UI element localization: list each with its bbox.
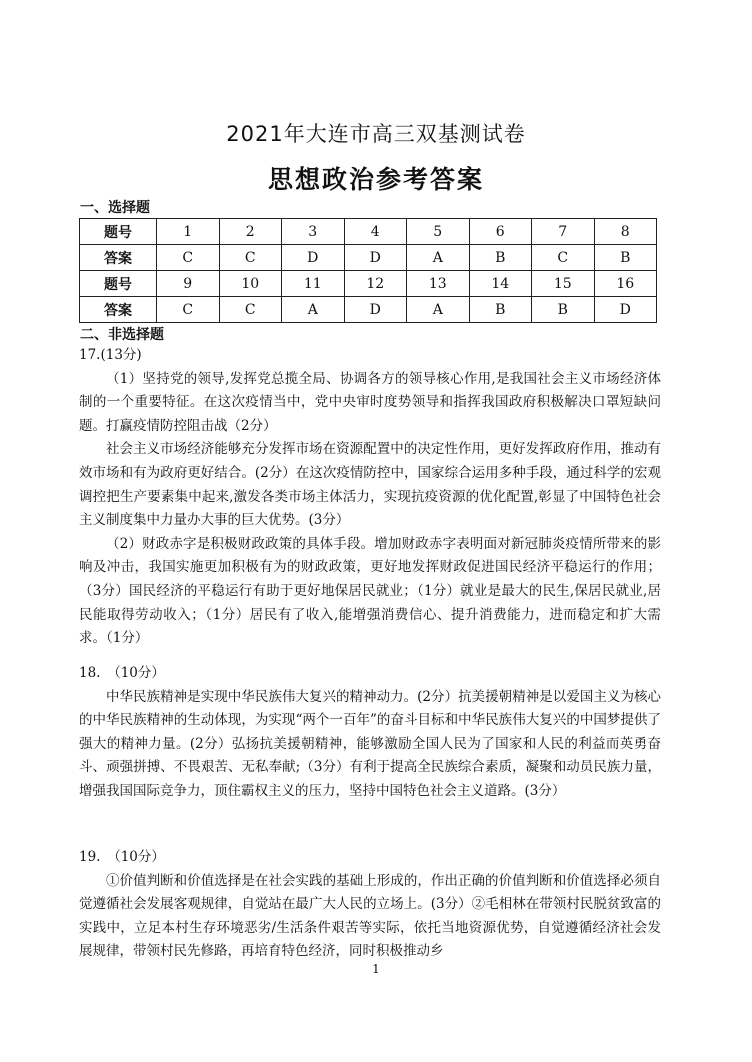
- table-cell: D: [594, 297, 657, 323]
- table-cell: D: [344, 245, 407, 271]
- question-17: [79, 344, 661, 651]
- row-header: 答案: [80, 245, 157, 271]
- page-number: 1: [372, 962, 380, 976]
- table-cell: C: [532, 245, 595, 271]
- question-17-paragraph-2: 社会主义市场经济能够充分发挥市场在资源配置中的决定性作用，更好发挥政府作用，推动有效市场和有为政府更好结合。(2分）在这次疫情防控中，国家综合运用多种手段，通过科学的宏观调控把生产要素集中起来,激发各类市场主体活力，实现抗疫资源的优化配置,彰显了中国特色社会主义制度集中力量办大事的巨大优势。(3分）: [79, 441, 661, 529]
- table-cell: 2: [219, 219, 282, 245]
- table-cell: D: [344, 297, 407, 323]
- row-header: 题号: [80, 219, 157, 245]
- question-19-label: 19. （10分）: [79, 849, 165, 865]
- section-multiple-choice-heading: 一、选择题: [80, 200, 150, 216]
- table-row: [80, 297, 657, 323]
- table-cell: 4: [344, 219, 407, 245]
- table-cell: 14: [469, 271, 532, 297]
- table-cell: 16: [594, 271, 657, 297]
- table-row: [80, 219, 657, 245]
- table-row: [80, 271, 657, 297]
- question-18: [79, 662, 661, 804]
- table-cell: A: [282, 297, 345, 323]
- table-cell: 9: [157, 271, 220, 297]
- table-cell: D: [282, 245, 345, 271]
- table-cell: C: [219, 245, 282, 271]
- question-18-label: 18. （10分）: [79, 665, 165, 681]
- table-cell: 8: [594, 219, 657, 245]
- table-cell: B: [469, 297, 532, 323]
- table-row: [80, 245, 657, 271]
- table-cell: 6: [469, 219, 532, 245]
- table-cell: B: [469, 245, 532, 271]
- question-18-paragraph-1: 中华民族精神是实现中华民族伟大复兴的精神动力。(2分）抗美援朝精神是以爱国主义为核心的中华民族精神的生动体现，为实现“两个一百年”的奋斗目标和中华民族伟大复兴的中国梦提供了强大的精神力量。(2分）弘扬抗美援朝精神，能够激励全国人民为了国家和人民的利益而英勇奋斗、顽强拼搏、不畏艰苦、无私奉献;（3分）有利于提高全民族综合素质，凝聚和动员民族力量，增强我国国际竞争力，顶住霸权主义的压力，坚持中国特色社会主义道路。(3分）: [79, 688, 661, 799]
- question-17-label: 17.(13分): [79, 347, 142, 363]
- row-header: 题号: [80, 271, 157, 297]
- table-cell: A: [407, 245, 470, 271]
- table-cell: 3: [282, 219, 345, 245]
- answer-table: [79, 218, 657, 323]
- table-cell: 1: [157, 219, 220, 245]
- table-cell: 11: [282, 271, 345, 297]
- table-cell: C: [157, 245, 220, 271]
- answer-key-title: 思想政治参考答案: [267, 165, 484, 194]
- table-cell: C: [219, 297, 282, 323]
- question-17-paragraph-3: （2）财政赤字是积极财政政策的具体手段。增加财政赤字表明面对新冠肺炎疫情所带来的影响及冲击，我国实施更加积极有为的财政政策，更好地发挥财政促进国民经济平稳运行的作用；（3分）国民经济的平稳运行有助于更好地保居民就业；（1分）就业是最大的民生,保居民就业,居民能取得劳动收入；（1分）居民有了收入,能增强消费信心、提升消费能力，进而稳定和扩大需求。（1分）: [79, 535, 661, 647]
- exam-title: 2021年大连市高三双基测试卷: [226, 122, 526, 146]
- row-header: 答案: [80, 297, 157, 323]
- table-cell: 15: [532, 271, 595, 297]
- section-free-response-heading: 二、非选择题: [80, 327, 164, 343]
- table-cell: 13: [407, 271, 470, 297]
- table-cell: A: [407, 297, 470, 323]
- table-cell: B: [594, 245, 657, 271]
- question-19: [79, 846, 661, 964]
- table-cell: 12: [344, 271, 407, 297]
- table-cell: C: [157, 297, 220, 323]
- table-cell: 10: [219, 271, 282, 297]
- table-cell: B: [532, 297, 595, 323]
- table-cell: 7: [532, 219, 595, 245]
- question-19-paragraph-1: ①价值判断和价值选择是在社会实践的基础上形成的，作出正确的价值判断和价值选择必须自觉遵循社会发展客观规律，自觉站在最广大人民的立场上。(3分）②毛相林在带领村民脱贫致富的实践中，立足本村生存环境恶劣/生活条件艰苦等实际，依托当地资源优势，自觉遵循经济社会发展规律，带领村民先修路，再培育特色经济，同时积极推动乡: [79, 872, 661, 960]
- table-cell: 5: [407, 219, 470, 245]
- question-17-paragraph-1: （1）坚持党的领导,发挥党总揽全局、协调各方的领导核心作用,是我国社会主义市场经济体制的一个重要特征。在这次疫情当中，党中央审时度势领导和指挥我国政府积极解决口罩短缺问题。打赢疫情防控阻击战（2分）: [79, 370, 661, 434]
